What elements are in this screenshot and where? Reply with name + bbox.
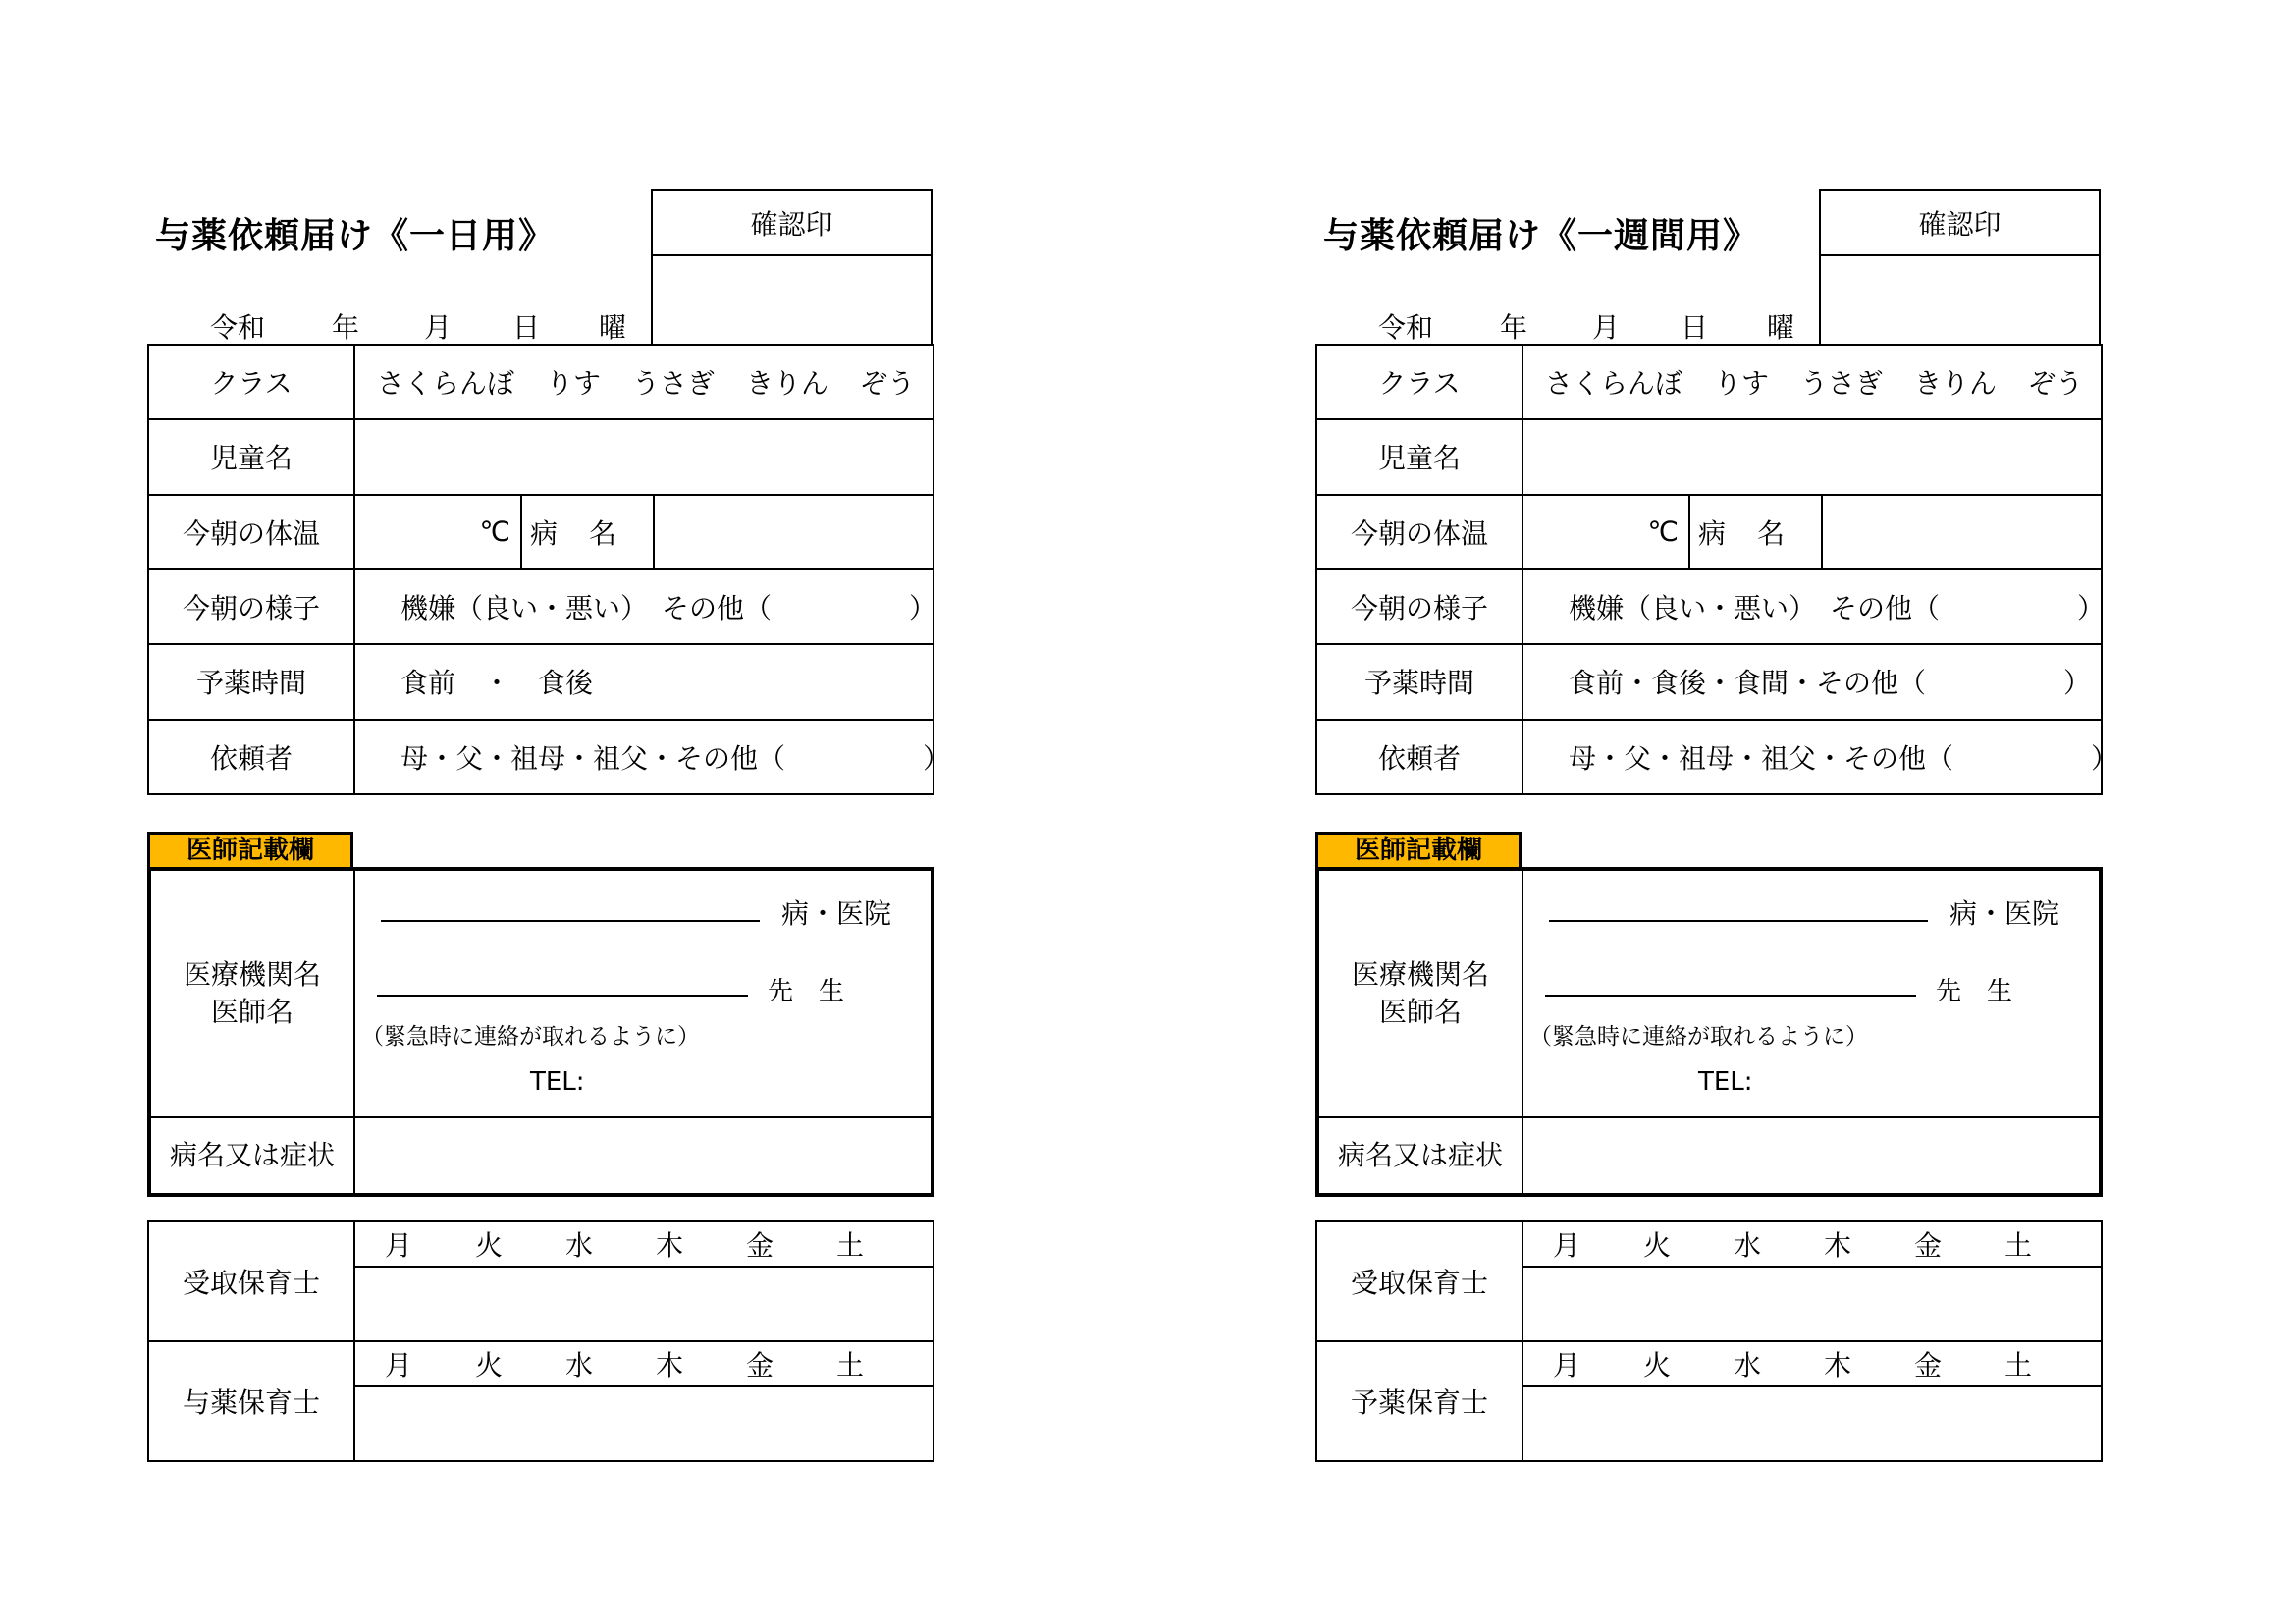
weekday: 土: [2004, 1229, 2033, 1262]
weekday: 木: [1824, 1349, 1852, 1381]
institution-label: 医療機関名: [183, 958, 321, 991]
giver-weekdays: [354, 1341, 934, 1386]
era-label: 令和: [1378, 311, 1434, 344]
requester-label: 依頼者: [1316, 720, 1522, 794]
child-name-field[interactable]: [354, 419, 934, 494]
class-option[interactable]: きりん: [745, 367, 828, 401]
hospital-suffix: 病・医院: [1949, 897, 2060, 930]
receiver-sign-field[interactable]: [1522, 1267, 2102, 1341]
doctor-name-label: 医師名: [210, 996, 294, 1028]
doctor-line[interactable]: [1545, 995, 1916, 997]
weekday: 木: [1824, 1229, 1852, 1262]
class-option[interactable]: きりん: [1913, 367, 1997, 401]
class-option[interactable]: うさぎ: [1799, 367, 1883, 401]
form-title: 与薬依頼届け《一週間用》: [1323, 216, 1760, 256]
weekday-label: 曜: [599, 311, 627, 344]
weekday: 水: [1734, 1229, 1762, 1262]
disease-field[interactable]: [655, 496, 933, 568]
confirmation-stamp-box: [1819, 189, 2101, 344]
class-option[interactable]: りす: [545, 367, 601, 401]
weekday: 月: [1553, 1229, 1581, 1262]
temperature-row: [1522, 495, 2102, 569]
temperature-label: 今朝の体温: [148, 495, 354, 569]
dose-time-value[interactable]: 食前 ・ 食後: [354, 644, 934, 719]
child-name-label: 児童名: [148, 419, 354, 494]
institution-line[interactable]: [1549, 920, 1928, 922]
year-label: 年: [1500, 311, 1528, 344]
weekday: 土: [836, 1349, 865, 1381]
weekday: 土: [836, 1229, 865, 1262]
class-options: [1522, 345, 2102, 419]
receiver-weekdays: [354, 1221, 934, 1267]
form-title: 与薬依頼届け《一日用》: [155, 216, 556, 256]
temperature-row: [354, 495, 934, 569]
weekday: 水: [1734, 1349, 1762, 1381]
symptom-label: 病名又は症状: [1319, 1118, 1523, 1193]
doctor-info-area: [1319, 871, 2099, 1118]
weekday: 木: [656, 1349, 684, 1381]
institution-label: 医療機関名: [1351, 958, 1489, 991]
condition-label: 今朝の様子: [1316, 569, 1522, 644]
tel-label[interactable]: TEL:: [1698, 1067, 1753, 1097]
stamp-label: 確認印: [1821, 191, 2099, 256]
weekday: 土: [2004, 1349, 2033, 1381]
child-name-field[interactable]: [1522, 419, 2102, 494]
month-label: 月: [424, 311, 453, 344]
info-table: [147, 344, 951, 795]
requester-value[interactable]: 母・父・祖母・祖父・その他（ ）: [1522, 720, 2102, 794]
giver-sign-field[interactable]: [354, 1386, 934, 1461]
symptom-label: 病名又は症状: [151, 1118, 355, 1193]
doctor-section-tab: 医師記載欄: [147, 832, 353, 867]
weekday-label: 曜: [1767, 311, 1795, 344]
class-options: [354, 345, 934, 419]
temperature-field[interactable]: [1523, 496, 1690, 568]
weekday: 水: [565, 1349, 594, 1381]
receiver-sign-field[interactable]: [354, 1267, 934, 1341]
weekday: 火: [475, 1229, 504, 1262]
class-option[interactable]: うさぎ: [631, 367, 715, 401]
stamp-label: 確認印: [653, 191, 931, 256]
era-label: 令和: [210, 311, 266, 344]
class-option[interactable]: りす: [1713, 367, 1769, 401]
month-label: 月: [1592, 311, 1621, 344]
weekday: 金: [746, 1229, 774, 1262]
disease-label: 病 名: [1690, 496, 1823, 568]
weekday: 金: [1914, 1349, 1943, 1381]
weekday: 月: [385, 1349, 413, 1381]
institution-doctor-label: [1319, 871, 1523, 1116]
doctor-name-label: 医師名: [1378, 996, 1462, 1028]
class-option[interactable]: さくらんぼ: [1545, 367, 1683, 401]
day-label: 日: [1681, 311, 1709, 344]
requester-label: 依頼者: [148, 720, 354, 794]
condition-label: 今朝の様子: [148, 569, 354, 644]
receiver-weekdays: [1522, 1221, 2102, 1267]
doctor-section: [1315, 867, 2103, 1197]
giver-sign-field[interactable]: [1522, 1386, 2102, 1461]
info-table: [1315, 344, 2119, 795]
class-label: クラス: [148, 345, 354, 419]
giver-weekdays: [1522, 1341, 2102, 1386]
doctor-line[interactable]: [377, 995, 748, 997]
class-option[interactable]: さくらんぼ: [377, 367, 515, 401]
symptom-row: [151, 1118, 931, 1193]
giver-label: 与薬保育士: [148, 1341, 354, 1461]
celsius-unit: ℃: [479, 515, 510, 549]
weekday: 火: [1643, 1349, 1672, 1381]
weekday: 月: [1553, 1349, 1581, 1381]
condition-value[interactable]: 機嫌（良い・悪い） その他（ ）: [354, 569, 934, 644]
giver-label: 予薬保育士: [1316, 1341, 1522, 1461]
doctor-section: [147, 867, 934, 1197]
dose-time-value[interactable]: 食前・食後・食間・その他（ ）: [1522, 644, 2102, 719]
class-option[interactable]: ぞう: [859, 367, 915, 401]
requester-value[interactable]: 母・父・祖母・祖父・その他（ ）: [354, 720, 934, 794]
doctor-suffix: 先 生: [768, 977, 845, 1006]
dose-time-label: 予薬時間: [148, 644, 354, 719]
temperature-field[interactable]: [355, 496, 522, 568]
receiver-label: 受取保育士: [1316, 1221, 1522, 1341]
medication-form-daily: [147, 0, 951, 1624]
emergency-note: （緊急時に連絡が取れるように）: [1529, 1024, 1868, 1050]
weekday: 水: [565, 1229, 594, 1262]
condition-value[interactable]: 機嫌（良い・悪い） その他（ ）: [1522, 569, 2102, 644]
weekday: 木: [656, 1229, 684, 1262]
temperature-label: 今朝の体温: [1316, 495, 1522, 569]
day-label: 日: [512, 311, 541, 344]
year-label: 年: [332, 311, 360, 344]
receiver-label: 受取保育士: [148, 1221, 354, 1341]
class-option[interactable]: ぞう: [2027, 367, 2083, 401]
child-name-label: 児童名: [1316, 419, 1522, 494]
dose-time-label: 予薬時間: [1316, 644, 1522, 719]
doctor-info-area: [151, 871, 931, 1118]
weekday: 火: [475, 1349, 504, 1381]
weekday: 月: [385, 1229, 413, 1262]
weekday: 金: [746, 1349, 774, 1381]
institution-line[interactable]: [381, 920, 760, 922]
emergency-note: （緊急時に連絡が取れるように）: [361, 1024, 700, 1050]
staff-table: [1315, 1220, 2103, 1462]
institution-doctor-label: [151, 871, 355, 1116]
weekday: 金: [1914, 1229, 1943, 1262]
symptom-row: [1319, 1118, 2099, 1193]
disease-field[interactable]: [1823, 496, 2101, 568]
doctor-section-tab: 医師記載欄: [1315, 832, 1522, 867]
staff-table: [147, 1220, 934, 1462]
confirmation-stamp-box: [651, 189, 933, 344]
class-label: クラス: [1316, 345, 1522, 419]
celsius-unit: ℃: [1647, 515, 1679, 549]
disease-label: 病 名: [522, 496, 655, 568]
weekday: 火: [1643, 1229, 1672, 1262]
hospital-suffix: 病・医院: [781, 897, 892, 930]
doctor-suffix: 先 生: [1936, 977, 2013, 1006]
medication-form-weekly: [1315, 0, 2119, 1624]
tel-label[interactable]: TEL:: [530, 1067, 585, 1097]
